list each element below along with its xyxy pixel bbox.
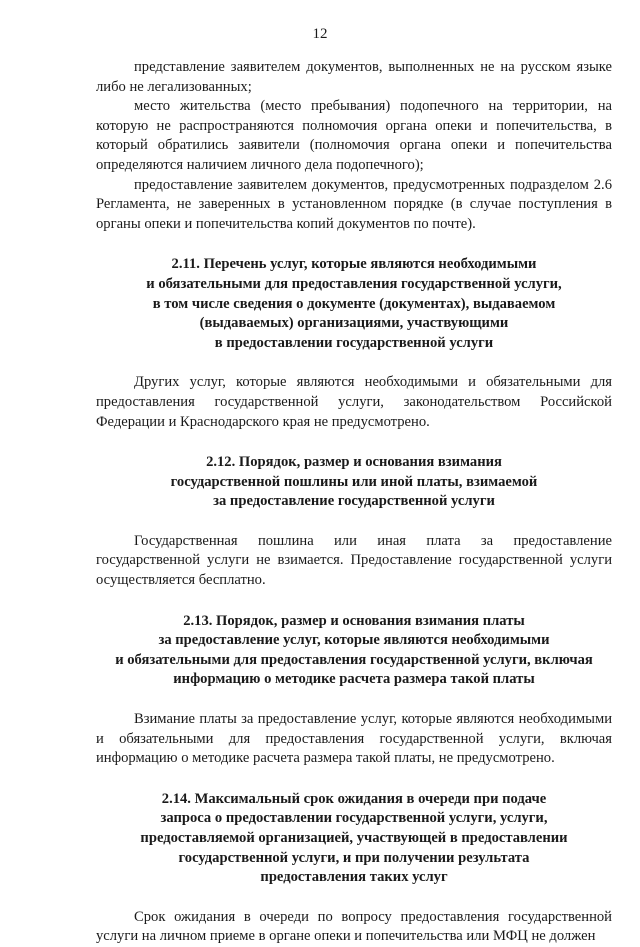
heading-line: и обязательными для предоставления государственной услуги, [146, 275, 562, 292]
page-content [96, 58, 612, 947]
heading-line: и обязательными для предоставления государственной услуги, включая [115, 651, 593, 668]
section-heading-2-13 [96, 612, 612, 690]
section-body-2-12: Государственная пошлина или иная плата за предоставление государственной услуги не взимается. Предоставление государственной услуги осуществляется бесплатно. [96, 532, 612, 589]
section-body-2-13: Взимание платы за предоставление услуг, которые являются необходимыми и обязательными для предоставления государственной услуги, включая информацию о методике расчета размера такой платы, не предусмотрено. [96, 711, 612, 767]
heading-line: предоставления таких услуг [260, 869, 448, 886]
heading-line: за предоставление государственной услуги [213, 493, 495, 510]
heading-line: государственной услуги, и при получении результата [178, 849, 530, 866]
section-heading-2-11 [96, 255, 612, 353]
heading-line: в предоставлении государственной услуги [214, 334, 494, 351]
heading-line: 2.14. Максимальный срок ожидания в очереди при подаче [161, 790, 547, 807]
section-body-2-11: Других услуг, которые являются необходимыми и обязательными для предоставления государственной услуги, законодательством Российской Федерации и Краснодарского края не предусмотрено. [96, 374, 612, 430]
section-heading-2-12 [96, 453, 612, 512]
intro-paragraph: предоставление заявителем документов, предусмотренных подразделом 2.6 Регламента, не заверенных в установленном порядке (в случае поступления в органы опеки и попечительства копий документов по почте). [96, 176, 612, 232]
heading-line: 2.13. Порядок, размер и основания взимания платы [183, 612, 525, 629]
heading-line: (выдаваемых) организациями, участвующими [199, 315, 509, 332]
section-body-2-14: Срок ожидания в очереди по вопросу предоставления государственной услуги на личном приеме в органе опеки и попечительства или МФЦ не должен [96, 908, 612, 945]
heading-line: за предоставление услуг, которые являются необходимыми [158, 632, 550, 649]
section-heading-2-14 [96, 790, 612, 888]
heading-line: 2.11. Перечень услуг, которые являются необходимыми [171, 256, 537, 273]
page-number: 12 [312, 26, 328, 42]
heading-line: государственной пошлины или иной платы, взимаемой [170, 473, 538, 490]
heading-line: запроса о предоставлении государственной услуги, услуги, [160, 810, 548, 827]
intro-paragraph: место жительства (место пребывания) подопечного на территории, на которую не распространяются полномочия органа опеки и попечительства, в который обратились заявители (полномочия органа опеки и попечительства определяются наличием личного дела подопечного); [96, 98, 612, 173]
intro-paragraph: представление заявителем документов, выполненных не на русском языке либо не легализованных; [96, 59, 612, 95]
heading-line: в том числе сведения о документе (документах), выдаваемом [152, 295, 556, 312]
heading-line: предоставляемой организацией, участвующей в предоставлении [140, 830, 568, 846]
heading-line: информацию о методике расчета размера такой платы [173, 671, 535, 688]
heading-line: 2.12. Порядок, размер и основания взимания [206, 454, 502, 471]
